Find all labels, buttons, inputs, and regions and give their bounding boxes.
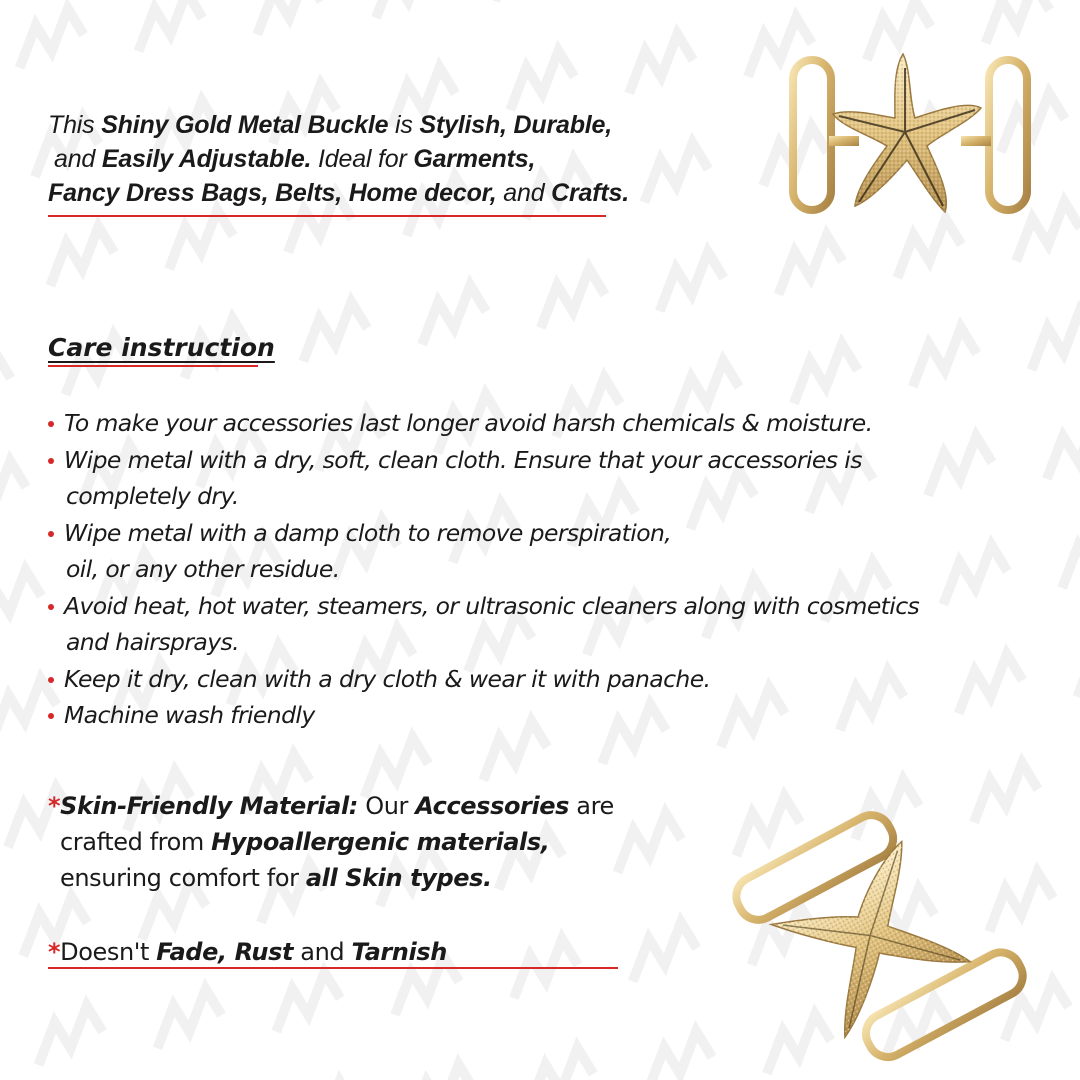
care-instruction-list <box>48 405 1008 734</box>
intro-text: and <box>54 145 102 173</box>
list-item-text: Avoid heat, hot water, steamers, or ultrasonic cleaners along with cosmetics <box>64 591 920 620</box>
hypoallergenic-text: Hypoallergenic materials, <box>211 828 550 856</box>
list-item <box>48 697 1008 734</box>
care-instruction-heading: Care instruction <box>48 333 275 362</box>
skin-friendly-label: Skin-Friendly Material: <box>60 792 358 820</box>
starfish-icon <box>766 840 974 1043</box>
list-item-text: To make your accessories last longer avoid harsh chemicals & moisture. <box>64 409 873 437</box>
intro-text: and <box>496 179 552 207</box>
asterisk: * <box>48 938 61 966</box>
bullet-dot <box>48 458 54 464</box>
intro-garments: Garments, <box>413 145 536 173</box>
list-item <box>48 515 1008 588</box>
care-heading-underline <box>48 365 258 367</box>
all-skin-types-text: all Skin types. <box>305 864 492 892</box>
bullet-dot <box>48 677 54 683</box>
note-text: crafted from <box>60 828 212 856</box>
list-item-text-continued: and hairsprays. <box>66 628 240 656</box>
bullet-dot <box>48 421 54 427</box>
note-text: ensuring comfort for <box>60 864 306 892</box>
bullet-dot <box>48 531 54 537</box>
intro-adjustable: Easily Adjustable. <box>101 145 312 173</box>
list-item-text-continued: oil, or any other residue. <box>66 555 340 583</box>
note-text: Our <box>357 792 416 820</box>
tarnish-text: Tarnish <box>351 938 447 966</box>
intro-underline <box>48 215 606 217</box>
bullet-dot <box>48 604 54 610</box>
note-text: and <box>293 938 352 966</box>
note-text: Doesn't <box>60 938 157 966</box>
note-text: are <box>569 792 614 820</box>
asterisk: * <box>48 792 61 820</box>
list-item-text: Keep it dry, clean with a dry cloth & wear it with panache. <box>64 664 711 693</box>
list-item-text: Wipe metal with a dry, soft, clean cloth. Ensure that your accessories is <box>64 445 862 474</box>
bullet-dot <box>48 713 54 719</box>
intro-product-name: Shiny Gold Metal Buckle <box>101 111 389 139</box>
no-fade-note <box>48 934 447 970</box>
starfish-buckle-front-image <box>785 48 1035 223</box>
skin-friendly-note <box>48 788 614 896</box>
starfish-icon <box>833 54 981 212</box>
list-item <box>48 442 1008 515</box>
intro-text: This <box>48 111 102 139</box>
intro-crafts: Crafts. <box>551 179 629 207</box>
list-item-text: Wipe metal with a damp cloth to remove perspiration, <box>64 518 672 547</box>
starfish-buckle-angled-image <box>730 805 1030 1070</box>
accessories-word: Accessories <box>415 792 570 820</box>
list-item <box>48 405 1008 442</box>
list-item <box>48 588 1008 661</box>
intro-qualities: Stylish, Durable, <box>419 111 612 139</box>
list-item-text-continued: completely dry. <box>66 482 239 510</box>
list-item-text: Machine wash friendly <box>64 701 315 729</box>
list-item <box>48 661 1008 698</box>
intro-text: Ideal for <box>311 145 414 173</box>
fade-rust-text: Fade, Rust <box>156 938 294 966</box>
intro-text: is <box>388 111 420 139</box>
notes-underline <box>48 967 618 969</box>
intro-uses: Fancy Dress Bags, Belts, Home decor, <box>48 179 497 207</box>
product-intro <box>48 108 788 210</box>
